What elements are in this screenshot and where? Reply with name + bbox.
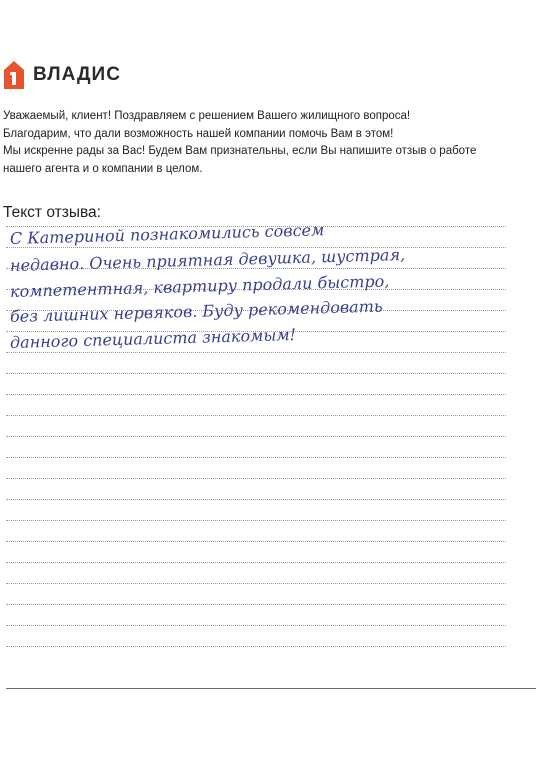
ruled-line — [6, 478, 506, 479]
handwritten-line: без лишних нервяков. Буду рекомендовать — [9, 296, 383, 326]
ruled-line — [6, 583, 506, 584]
handwritten-line: компетентная, квартиру продали быстро, — [9, 271, 390, 301]
ruled-line — [6, 352, 506, 353]
greeting-text: Уважаемый, клиент! Поздравляем с решением Вашего жилищного вопроса! — [3, 110, 411, 122]
ruled-line — [6, 457, 506, 458]
brand-logo — [3, 60, 121, 90]
ruled-line — [6, 436, 506, 437]
ruled-line — [6, 604, 506, 605]
review-title: Текст отзыва: — [3, 204, 101, 221]
thanks-line-2: Мы искренне рады за Вас! Будем Вам признательны, если Вы напишите отзыв о работе — [3, 145, 477, 157]
ruled-line — [6, 625, 506, 626]
house-logo-icon — [3, 60, 25, 90]
ruled-line — [6, 541, 506, 542]
brand-name: ВЛАДИС — [33, 64, 121, 85]
handwritten-line: С Катериной познакомились совсем — [9, 220, 325, 248]
ruled-line — [6, 394, 506, 395]
handwritten-line: недавно. Очень приятная девушка, шустрая, — [9, 244, 406, 275]
thanks-line-1: Благодарим, что дали возможность нашей компании помочь Вам в этом! — [3, 128, 394, 140]
ruled-line — [6, 562, 506, 563]
handwritten-line: данного специалиста знакомым! — [9, 325, 297, 352]
thanks-line-3: нашего агента и о компании в целом. — [3, 163, 203, 175]
ruled-line — [6, 373, 506, 374]
ruled-line — [6, 646, 506, 647]
ruled-line — [6, 247, 506, 248]
ruled-line — [6, 415, 506, 416]
ruled-line — [6, 520, 506, 521]
bottom-divider — [6, 688, 536, 689]
ruled-line — [6, 499, 506, 500]
